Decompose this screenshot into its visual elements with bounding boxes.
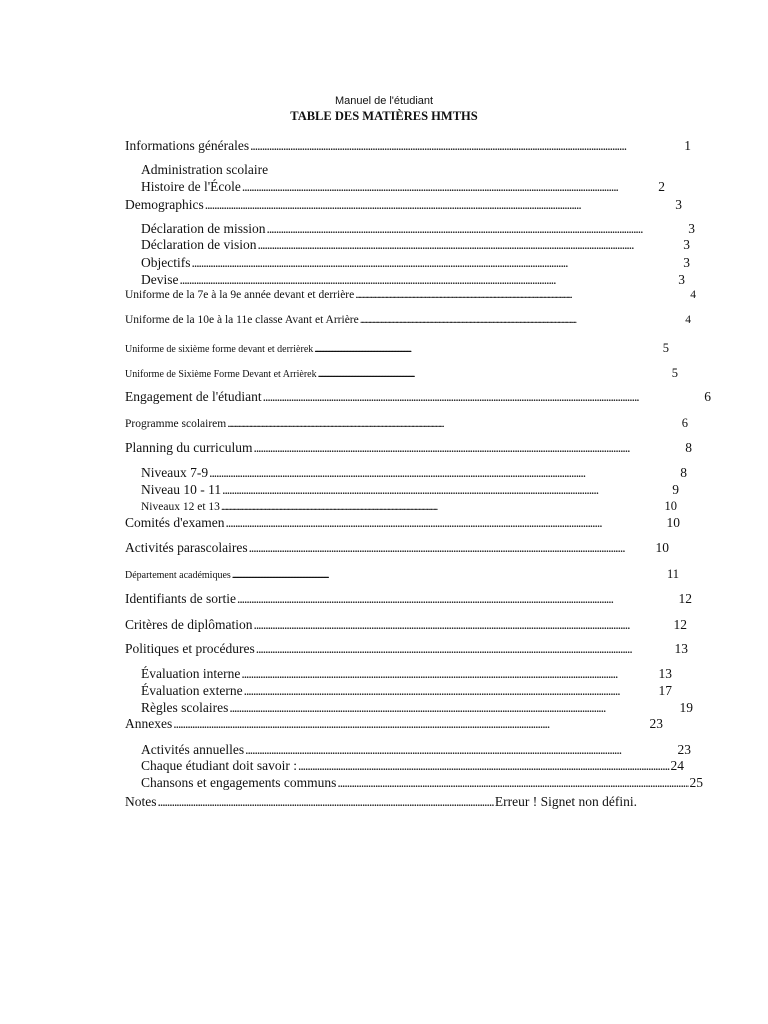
toc-leader — [250, 139, 683, 153]
toc-leader — [242, 180, 657, 194]
toc-entry[interactable] — [125, 441, 692, 458]
toc-leader — [314, 345, 661, 355]
toc-page-number: 3 — [683, 237, 690, 252]
toc-entry[interactable] — [141, 256, 690, 273]
toc-entry[interactable] — [125, 642, 688, 659]
toc-page-number: 5 — [662, 341, 669, 355]
toc-leader — [256, 642, 674, 656]
toc-leader — [229, 701, 678, 715]
toc-leader — [318, 370, 671, 380]
toc-page-number: 4 — [690, 289, 696, 301]
toc-leader — [232, 571, 666, 581]
toc-page-number: Erreur ! Signet non défini. — [494, 794, 637, 809]
toc-entry-title: Objectifs — [141, 255, 191, 270]
toc-entry-title: Activités parascolaires — [125, 540, 248, 555]
toc-page-number: 3 — [678, 272, 685, 287]
toc-entry[interactable] — [141, 273, 685, 290]
toc-page-number: 3 — [683, 255, 690, 270]
toc-leader — [222, 483, 671, 497]
toc-entry[interactable] — [125, 618, 687, 635]
toc-entry[interactable] — [125, 390, 711, 407]
toc-entry[interactable] — [125, 516, 680, 533]
toc-entry[interactable] — [141, 667, 672, 684]
toc-leader — [249, 541, 655, 555]
toc-entry[interactable] — [125, 417, 688, 434]
toc-entry-title: Programme scolairem — [125, 418, 227, 430]
toc-page-number: 13 — [658, 666, 672, 681]
toc-page-number: 3 — [675, 197, 682, 212]
toc-page-number: 8 — [685, 440, 692, 455]
toc-leader — [226, 516, 666, 530]
toc-page-number: 8 — [680, 465, 687, 480]
toc-entry-title: Comités d'examen — [125, 515, 225, 530]
toc-entry-title: Notes — [125, 794, 157, 809]
toc-entry[interactable] — [125, 717, 663, 734]
toc-page-number: 1 — [684, 138, 691, 153]
document-subtitle: Manuel de l'étudiant — [334, 95, 434, 107]
toc-page-number: 10 — [655, 540, 669, 555]
toc-page-number: 6 — [681, 416, 688, 430]
toc-leader — [237, 592, 678, 606]
toc-entry-title: Activités annuelles — [141, 742, 245, 757]
toc-leader — [180, 273, 678, 287]
toc-leader — [227, 419, 681, 431]
toc-page-number: 23 — [649, 716, 663, 731]
toc-entry-title: Engagement de l'étudiant — [125, 389, 262, 404]
toc-leader — [298, 759, 670, 773]
toc-entry-title: Département académiques — [125, 570, 231, 581]
toc-leader — [245, 743, 676, 757]
toc-entry[interactable] — [125, 290, 696, 307]
toc-entry-title: Uniforme de la 10e à la 11e classe Avant et Arrière — [125, 314, 359, 326]
toc-entry-title: Évaluation externe — [141, 683, 243, 698]
toc-entry[interactable] — [125, 198, 682, 215]
toc-entry-title: Déclaration de mission — [141, 221, 266, 236]
toc-entry-title: Planning du curriculum — [125, 440, 253, 455]
toc-entry[interactable] — [125, 139, 691, 156]
toc-entry[interactable] — [141, 759, 684, 776]
toc-entry-title: Déclaration de vision — [141, 237, 257, 252]
toc-leader — [241, 667, 657, 681]
toc-page-number: 23 — [677, 742, 691, 757]
toc-leader — [257, 238, 682, 252]
toc-leader — [158, 795, 494, 809]
toc-leader — [263, 390, 704, 404]
toc-entry-title: Niveaux 12 et 13 — [141, 501, 220, 513]
toc-entry-title: Niveau 10 - 11 — [141, 482, 222, 497]
toc-entry-title: Demographics — [125, 197, 204, 212]
toc-entry-title: Uniforme de Sixième Forme Devant et Arrièrek — [125, 369, 317, 380]
toc-page-number: 6 — [704, 389, 711, 404]
toc-leader — [173, 717, 648, 731]
toc-entry[interactable] — [141, 701, 693, 718]
toc-leader — [221, 502, 664, 514]
toc-page-number: 19 — [679, 700, 693, 715]
toc-page-number: 12 — [673, 617, 687, 632]
toc-entry[interactable] — [125, 592, 692, 609]
toc-entry-title: Uniforme de sixième forme devant et derrièrek — [125, 344, 314, 355]
toc-entry-title: Identifiants de sortie — [125, 591, 236, 606]
toc-entry[interactable] — [141, 180, 665, 197]
toc-entry[interactable] — [125, 367, 678, 384]
toc-page-number: 10 — [666, 515, 680, 530]
toc-entry[interactable] — [141, 684, 672, 701]
toc-entry[interactable] — [141, 483, 679, 500]
toc-page-number: 12 — [678, 591, 692, 606]
toc-entry[interactable] — [141, 776, 703, 793]
toc-page-number: 13 — [674, 641, 688, 656]
toc-entry[interactable] — [125, 541, 669, 558]
toc-entry[interactable] — [141, 466, 687, 483]
toc-entry[interactable] — [125, 315, 691, 332]
toc-leader — [355, 290, 689, 302]
toc-entry-title: Devise — [141, 272, 179, 287]
toc-leader — [266, 222, 687, 236]
toc-leader — [360, 315, 685, 327]
document-title: TABLE DES MATIÈRES HMTHS — [290, 109, 478, 123]
toc-page-number: 3 — [688, 221, 695, 236]
toc-leader — [205, 198, 675, 212]
toc-leader — [337, 776, 688, 790]
toc-page-number: 25 — [689, 775, 703, 790]
toc-entry-title: Chansons et engagements communs — [141, 775, 337, 790]
toc-entry-title: Critères de diplômation — [125, 617, 253, 632]
toc-entry-title: Histoire de l'École — [141, 179, 241, 194]
toc-entry-title: Règles scolaires — [141, 700, 229, 715]
toc-entry-title: Uniforme de la 7e à la 9e année devant et derrière — [125, 289, 355, 301]
toc-leader — [192, 256, 683, 270]
toc-entry[interactable] — [125, 342, 669, 359]
toc-entry-title: Évaluation interne — [141, 666, 241, 681]
toc-entry-title: Administration scolaire — [141, 162, 269, 177]
toc-leader — [253, 441, 684, 455]
toc-page-number: 11 — [666, 567, 679, 581]
toc-page-number: 24 — [670, 758, 684, 773]
toc-entry[interactable] — [125, 568, 679, 585]
toc-leader — [253, 618, 672, 632]
toc-page-number: 9 — [672, 482, 679, 497]
toc-page-number: 2 — [658, 179, 665, 194]
toc-entry-title: Informations générales — [125, 138, 250, 153]
toc-entry-title: Annexes — [125, 716, 173, 731]
toc-page-number: 4 — [685, 314, 691, 326]
toc-page-number: 10 — [664, 499, 677, 513]
toc-page-number: 17 — [658, 683, 672, 698]
toc-entry[interactable] — [141, 238, 690, 255]
toc-entry-title: Politiques et procédures — [125, 641, 255, 656]
toc-entry[interactable] — [125, 795, 637, 812]
toc-entry-title: Chaque étudiant doit savoir : — [141, 758, 297, 773]
toc-leader — [244, 684, 658, 698]
toc-entry[interactable] — [141, 163, 301, 180]
toc-page-number: 5 — [671, 366, 678, 380]
toc-entry-title: Niveaux 7-9 — [141, 465, 209, 480]
toc-leader — [209, 466, 679, 480]
